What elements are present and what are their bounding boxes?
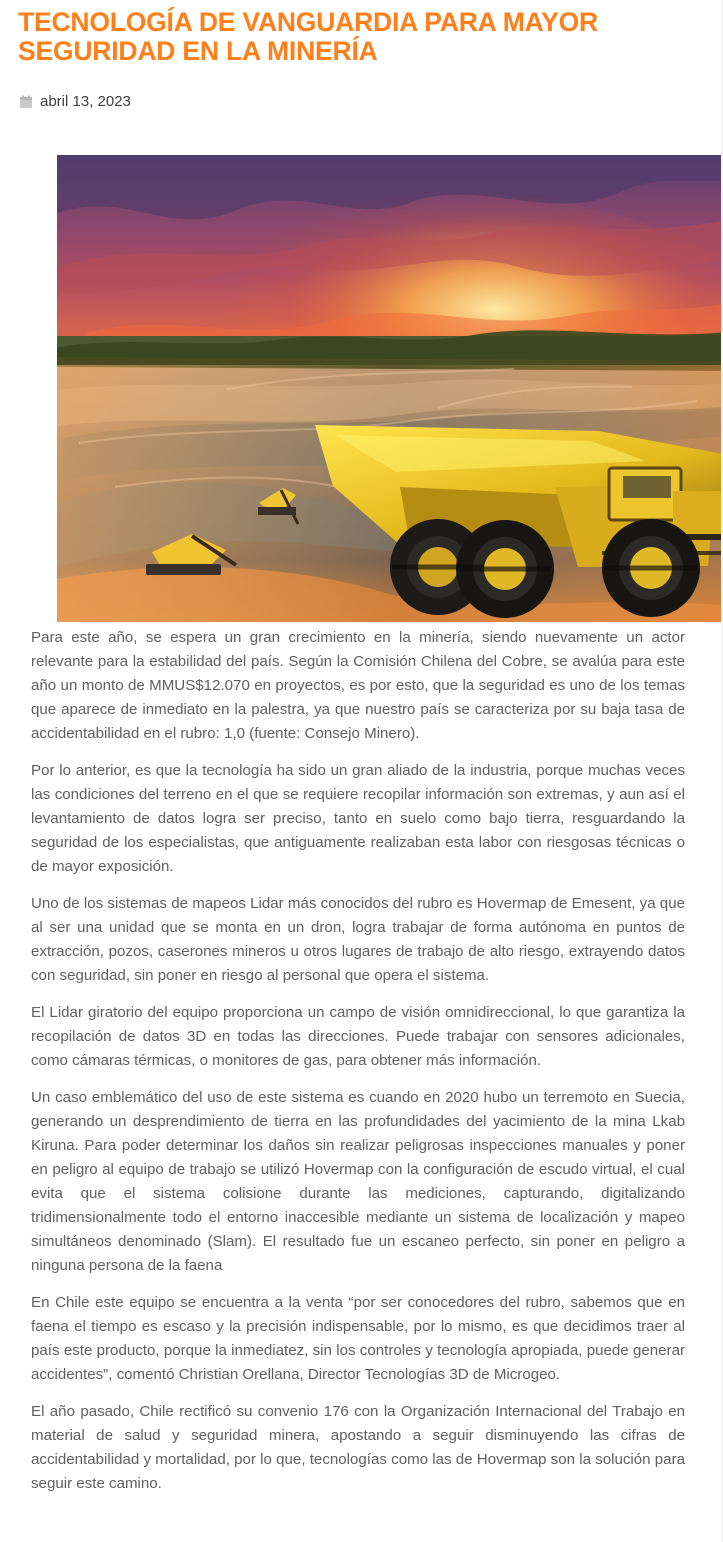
post-date (19, 92, 131, 112)
paragraph: El año pasado, Chile rectificó su convenio 176 con la Organización Internacional del Trabajo en material de salud y seguridad minera, apostando a seguir disminuyendo las cifras de accidentabilidad y mortalidad, por lo que, tecnologías como las de Hovermap son la solución para seguir este camino. (31, 1403, 685, 1492)
article-body (31, 626, 685, 1509)
featured-image (57, 155, 723, 622)
article-title: TECNOLOGÍA DE VANGUARDIA PARA MAYOR SEGURIDAD EN LA MINERÍA (18, 7, 598, 66)
paragraph: Para este año, se espera un gran crecimiento en la minería, siendo nuevamente un actor relevante para la estabilidad del país. Según la Comisión Chilena del Cobre, se avalúa para este año un monto de MMUS$12.070 en proyectos, es por esto, que la seguridad es uno de los temas que aparece de inmediato en la palestra, ya que nuestro país se caracteriza por su baja tasa de accidentabilidad en el rubro: 1,0 (fuente: Consejo Minero). (31, 629, 685, 742)
clouds (57, 155, 723, 360)
paragraph: Uno de los sistemas de mapeos Lidar más conocidos del rubro es Hovermap de Emesent, ya que al ser una unidad que se monta en un dron, logra trabajar de forma autónoma en puntos de extracción, pozos, caserones mineros u otros lugares de trabajo de alto riesgo, extrayendo datos con seguridad, sin poner en riesgo al personal que opera el sistema. (31, 895, 685, 984)
paragraph: Por lo anterior, es que la tecnología ha sido un gran aliado de la industria, porque muchas veces las condiciones del terreno en el que se requiere recopilar información son extremas, y aun así el levantamiento de datos logra ser preciso, tanto en suelo como bajo tierra, resguardando la seguridad de los especialistas, que antiguamente realizaban esta labor con riesgosas técnicas o de mayor exposición. (31, 762, 685, 875)
paragraph: Un caso emblemático del uso de este sistema es cuando en 2020 hubo un terremoto en Suecia, generando un desprendimiento de tierra en las profundidades del yacimiento de la mina Lkab Kiruna. Para poder determinar los daños sin realizar peligrosas inspecciones manuales y poner en peligro al equipo de trabajo se utilizó Hovermap con la configuración de escudo virtual, el cual evita que el sistema colisione durante las mediciones, capturando, digitalizando tridimensionalmente todo el entorno inaccesible mediante un sistema de localización y mapeo simultáneos denominado (Slam). El resultado fue un escaneo perfecto, sin poner en peligro a ninguna persona de la faena (31, 1089, 685, 1274)
calendar-icon (19, 95, 33, 109)
paragraph: El Lidar giratorio del equipo proporciona un campo de visión omnidireccional, lo que garantiza la recopilación de datos 3D en todas las direcciones. Puede trabajar con sensores adicionales, como cámaras térmicas, o monitores de gas, para obtener más información. (31, 1004, 685, 1069)
paragraph: En Chile este equipo se encuentra a la venta “por ser conocedores del rubro, sabemos que en faena el tiempo es escaso y la precisión indispensable, por lo mismo, es que decidimos traer al país este producto, porque la inmediatez, sin los controles y tecnología apropiada, puede generar accidentes”, comentó Christian Orellana, Director Tecnologías 3D de Microgeo. (31, 1294, 685, 1383)
date-text: abril 13, 2023 (40, 93, 131, 110)
